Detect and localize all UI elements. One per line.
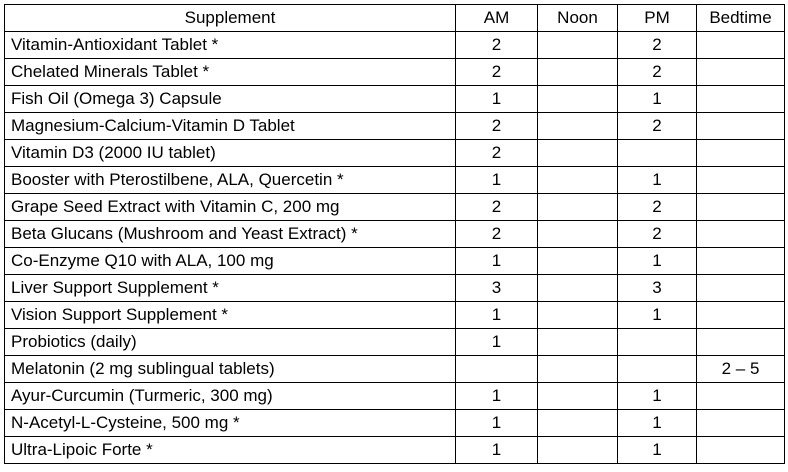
- cell-am: 1: [456, 437, 538, 464]
- cell-supplement: Vision Support Supplement *: [5, 302, 456, 329]
- cell-bedtime: [697, 32, 785, 59]
- cell-bedtime: [697, 383, 785, 410]
- table-row: [5, 275, 785, 302]
- cell-pm: 1: [618, 86, 697, 113]
- header-supplement: Supplement: [5, 5, 456, 32]
- table-row: [5, 410, 785, 437]
- cell-pm: 2: [618, 59, 697, 86]
- cell-pm: [618, 356, 697, 383]
- cell-am: 2: [456, 113, 538, 140]
- cell-am: 1: [456, 167, 538, 194]
- table-row: [5, 383, 785, 410]
- cell-am: 2: [456, 140, 538, 167]
- cell-noon: [538, 275, 618, 302]
- table-row: [5, 248, 785, 275]
- cell-noon: [538, 248, 618, 275]
- cell-pm: 2: [618, 32, 697, 59]
- cell-noon: [538, 329, 618, 356]
- cell-noon: [538, 140, 618, 167]
- cell-am: 2: [456, 32, 538, 59]
- cell-pm: 1: [618, 248, 697, 275]
- cell-supplement: Grape Seed Extract with Vitamin C, 200 mg: [5, 194, 456, 221]
- cell-noon: [538, 410, 618, 437]
- cell-supplement: Vitamin-Antioxidant Tablet *: [5, 32, 456, 59]
- cell-noon: [538, 32, 618, 59]
- cell-supplement: Melatonin (2 mg sublingual tablets): [5, 356, 456, 383]
- cell-noon: [538, 383, 618, 410]
- cell-bedtime: [697, 86, 785, 113]
- cell-bedtime: [697, 140, 785, 167]
- cell-am: 1: [456, 383, 538, 410]
- table-row: [5, 356, 785, 383]
- cell-pm: 1: [618, 302, 697, 329]
- cell-pm: 3: [618, 275, 697, 302]
- table-row: [5, 302, 785, 329]
- cell-pm: 1: [618, 167, 697, 194]
- cell-bedtime: [697, 248, 785, 275]
- table-row: [5, 86, 785, 113]
- cell-am: 1: [456, 302, 538, 329]
- cell-noon: [538, 194, 618, 221]
- cell-supplement: Liver Support Supplement *: [5, 275, 456, 302]
- table-row: [5, 437, 785, 464]
- cell-am: 1: [456, 248, 538, 275]
- header-noon: Noon: [538, 5, 618, 32]
- cell-am: 2: [456, 194, 538, 221]
- table-header: [5, 5, 785, 32]
- cell-bedtime: [697, 221, 785, 248]
- cell-noon: [538, 167, 618, 194]
- cell-noon: [538, 302, 618, 329]
- cell-pm: 1: [618, 437, 697, 464]
- cell-pm: 2: [618, 113, 697, 140]
- table-row: [5, 329, 785, 356]
- cell-supplement: Vitamin D3 (2000 IU tablet): [5, 140, 456, 167]
- cell-supplement: Magnesium-Calcium-Vitamin D Tablet: [5, 113, 456, 140]
- cell-supplement: Ayur-Curcumin (Turmeric, 300 mg): [5, 383, 456, 410]
- header-am: AM: [456, 5, 538, 32]
- table-row: [5, 167, 785, 194]
- cell-am: [456, 356, 538, 383]
- cell-bedtime: [697, 329, 785, 356]
- cell-am: 1: [456, 86, 538, 113]
- cell-supplement: Beta Glucans (Mushroom and Yeast Extract) *: [5, 221, 456, 248]
- supplement-schedule-table: [4, 4, 785, 464]
- cell-pm: 1: [618, 383, 697, 410]
- header-pm: PM: [618, 5, 697, 32]
- cell-bedtime: [697, 59, 785, 86]
- table-row: [5, 32, 785, 59]
- cell-supplement: Probiotics (daily): [5, 329, 456, 356]
- cell-supplement: Ultra-Lipoic Forte *: [5, 437, 456, 464]
- cell-am: 2: [456, 59, 538, 86]
- cell-supplement: N-Acetyl-L-Cysteine, 500 mg *: [5, 410, 456, 437]
- cell-noon: [538, 356, 618, 383]
- cell-noon: [538, 86, 618, 113]
- cell-pm: [618, 329, 697, 356]
- cell-bedtime: [697, 437, 785, 464]
- table-body: [5, 32, 785, 464]
- cell-noon: [538, 437, 618, 464]
- cell-bedtime: [697, 113, 785, 140]
- cell-am: 3: [456, 275, 538, 302]
- cell-noon: [538, 59, 618, 86]
- cell-am: 1: [456, 410, 538, 437]
- cell-pm: [618, 140, 697, 167]
- cell-am: 1: [456, 329, 538, 356]
- cell-noon: [538, 221, 618, 248]
- cell-bedtime: 2 – 5: [697, 356, 785, 383]
- cell-bedtime: [697, 167, 785, 194]
- table-row: [5, 113, 785, 140]
- cell-supplement: Booster with Pterostilbene, ALA, Quercetin *: [5, 167, 456, 194]
- table-row: [5, 140, 785, 167]
- cell-pm: 2: [618, 221, 697, 248]
- cell-supplement: Co-Enzyme Q10 with ALA, 100 mg: [5, 248, 456, 275]
- header-bedtime: Bedtime: [697, 5, 785, 32]
- cell-supplement: Fish Oil (Omega 3) Capsule: [5, 86, 456, 113]
- cell-pm: 2: [618, 194, 697, 221]
- cell-bedtime: [697, 410, 785, 437]
- cell-bedtime: [697, 194, 785, 221]
- cell-supplement: Chelated Minerals Tablet *: [5, 59, 456, 86]
- cell-noon: [538, 113, 618, 140]
- table-row: [5, 59, 785, 86]
- cell-bedtime: [697, 275, 785, 302]
- table-row: [5, 221, 785, 248]
- cell-am: 2: [456, 221, 538, 248]
- cell-pm: 1: [618, 410, 697, 437]
- cell-bedtime: [697, 302, 785, 329]
- table-row: [5, 194, 785, 221]
- header-row: [5, 5, 785, 32]
